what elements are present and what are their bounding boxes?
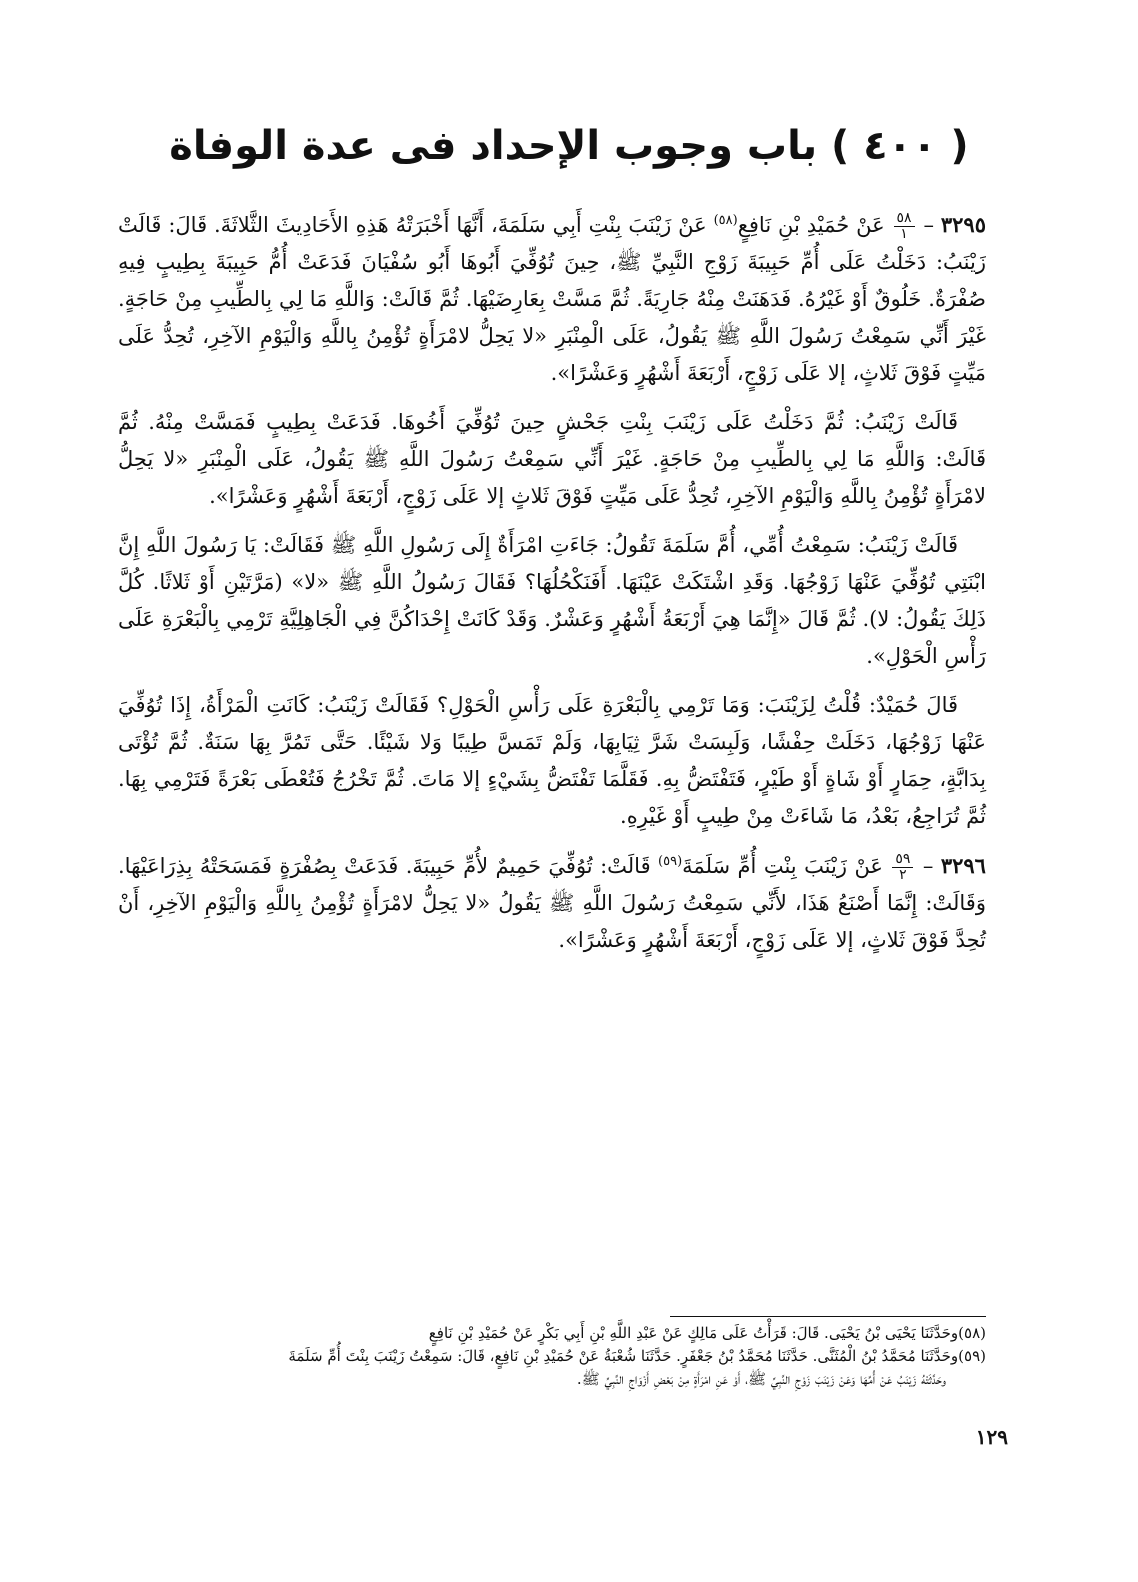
hadith-3296 [118, 847, 986, 959]
paragraph-umm-salama: قَالَتْ زَيْنَبُ: سَمِعْتُ أُمِّي، أُمَّ سَلَمَةَ تَقُولُ: جَاءَتِ امْرَأَةٌ إِلَى رَسُولِ اللَّهِ ﷺ فَقَالَتْ: يَا رَسُولَ اللَّهِ إِنَّ ابْنَتِي تُوُفِّيَ عَنْهَا زَوْجُهَا. وَقَدِ اشْتَكَتْ عَيْنَهَا. أَفَنَكْحُلُهَا؟ فَقَالَ رَسُولُ اللَّهِ ﷺ «لا» (مَرَّتَيْنِ أَوْ ثَلاثًا. كُلَّ ذَلِكَ يَقُولُ: لا). ثُمَّ قَالَ «إِنَّمَا هِيَ أَرْبَعَةُ أَشْهُرٍ وَعَشْرٌ. وَقَدْ كَانَتْ إِحْدَاكُنَّ فِي الْجَاهِلِيَّةِ تَرْمِي بِالْبَعْرَةِ عَلَى رَأْسِ الْحَوْلِ». [118, 533, 986, 668]
hadith-3295 [118, 206, 986, 392]
hadith-text: قَالَتْ: تُوُفِّيَ حَمِيمٌ لأُمِّ حَبِيبَةَ. فَدَعَتْ بِصُفْرَةٍ فَمَسَحَتْهُ بِذِرَاعَيْهَا. وَقَالَتْ: إِنَّمَا أَصْنَعُ هَذَا، لأَنِّي سَمِعْتُ رَسُولَ اللَّهِ ﷺ يَقُولُ «لا يَحِلُّ لامْرَأَةٍ تُؤْمِنُ بِاللَّهِ وَالْيَوْمِ الآخِرِ، أَنْ تُحِدَّ فَوْقَ ثَلاثٍ، إلا عَلَى زَوْجٍ، أَرْبَعَةَ أَشْهُرٍ وَعَشْرًا». [118, 854, 986, 952]
hadith-number: ٣٢٩٥ [940, 212, 986, 237]
footnote-59-continued: وحَدَّثَتْهُ زَيْنَبُ عَنْ أُمِّهَا وَعَنْ زَيْنَبَ زَوْجِ النَّبِيِّ ﷺ، أَوْ عَنِ امْرَأَةٍ مِنْ بَعْضِ أَزْوَاجِ النَّبِيِّ ﷺ. [576, 1370, 946, 1388]
hadith-ref-fraction [894, 211, 915, 242]
paragraph-zaynab-jahsh: قَالَتْ زَيْنَبُ: ثُمَّ دَخَلْتُ عَلَى زَيْنَبَ بِنْتِ جَحْشٍ حِينَ تُوُفِّيَ أَخُوهَا. فَدَعَتْ بِطِيبٍ فَمَسَّتْ مِنْهُ. ثُمَّ قَالَتْ: وَاللَّهِ مَا لِي بِالطِّيبِ مِنْ حَاجَةٍ. غَيْرَ أَنِّي سَمِعْتُ رَسُولَ اللَّهِ ﷺ يَقُولُ، عَلَى الْمِنْبَرِ «لا يَحِلُّ لامْرَأَةٍ تُؤْمِنُ بِاللَّهِ وَالْيَوْمِ الآخِرِ، تُحِدُّ عَلَى مَيِّتٍ فَوْقَ ثَلاثٍ إلا عَلَى زَوْجٍ، أَرْبَعَةَ أَشْهُرٍ وَعَشْرًا». [118, 410, 986, 508]
footnote-58: (٥٨)وحَدَّثَنَا يَحْيَى بْنُ يَحْيَى. قَالَ: قَرَأْتُ عَلَى مَالِكٍ عَنْ عَبْدِ اللَّهِ بْنِ أَبِي بَكْرٍ عَنْ حُمَيْدِ بْنِ نَافِعٍ [428, 1324, 986, 1342]
main-text [118, 206, 986, 971]
hadith-ref-fraction [892, 852, 913, 883]
footnote-marker: (٥٩) [658, 854, 683, 869]
paragraph-humayd: قَالَ حُمَيْدٌ: قُلْتُ لِزَيْنَبَ: وَمَا تَرْمِي بِالْبَعْرَةِ عَلَى رَأْسِ الْحَوْلِ؟ فَقَالَتْ زَيْنَبُ: كَانَتِ الْمَرْأَةُ، إِذَا تُوُفِّيَ عَنْهَا زَوْجُهَا، دَخَلَتْ حِفْشًا، وَلَبِسَتْ شَرَّ ثِيَابِهَا، وَلَمْ تَمَسَّ طِيبًا وَلا شَيْئًا. حَتَّى تَمُرَّ بِهَا سَنَةٌ. ثُمَّ تُؤْتَى بِدَابَّةٍ، حِمَارٍ أَوْ شَاةٍ أَوْ طَيْرٍ، فَتَفْتَضُّ بِهِ. فَقَلَّمَا تَفْتَضُّ بِشَيْءٍ إلا مَاتَ. ثُمَّ تَخْرُجُ فَتُعْطَى بَعْرَةً فَتَرْمِي بِهَا. ثُمَّ تُرَاجِعُ، بَعْدُ، مَا شَاءَتْ مِنْ طِيبٍ أَوْ غَيْرِهِ. [118, 693, 986, 828]
page-number: ١٢٩ [975, 1425, 1008, 1449]
ref-numerator: ٥٩ [892, 852, 913, 868]
ref-numerator: ٥٨ [894, 211, 915, 227]
ref-denominator: ١ [900, 226, 908, 242]
dash: – [923, 213, 934, 237]
footnote-59: (٥٩)وحَدَّثَنَا مُحَمَّدُ بْنُ الْمُثَنَّى. حَدَّثَنَا مُحَمَّدُ بْنُ جَعْفَرٍ. حَدَّثَنَا شُعْبَةُ عَنْ حُمَيْدِ بْنِ نَافِعٍ، قَالَ: سَمِعْتُ زَيْنَبَ بِنْتَ أُمِّ سَلَمَةَ [288, 1347, 986, 1365]
hadith-text: عَنْ زَيْنَبَ بِنْتِ أَبِي سَلَمَةَ، أَنَّهَا أَخْبَرَتْهُ هَذِهِ الأَحَادِيثَ الثَّلاثَةَ. قَالَ: قَالَتْ زَيْنَبُ: دَخَلْتُ عَلَى أُمِّ حَبِيبَةَ زَوْجِ النَّبِيِّ ﷺ، حِينَ تُوُفِّيَ أَبُوهَا أَبُو سُفْيَانَ فَدَعَتْ أُمُّ حَبِيبَةَ بِطِيبٍ فِيهِ صُفْرَةٌ. خَلُوقٌ أَوْ غَيْرُهُ. فَدَهَنَتْ مِنْهُ جَارِيَةً. ثُمَّ مَسَّتْ بِعَارِضَيْهَا. ثُمَّ قَالَتْ: وَاللَّهِ مَا لِي بِالطِّيبِ مِنْ حَاجَةٍ. غَيْرَ أَنِّي سَمِعْتُ رَسُولَ اللَّهِ ﷺ يَقُولُ، عَلَى الْمِنْبَرِ «لا يَحِلُّ لامْرَأَةٍ تُؤْمِنُ بِاللَّهِ وَالْيَوْمِ الآخِرِ، تُحِدُّ عَلَى مَيِّتٍ فَوْقَ ثَلاثٍ، إلا عَلَى زَوْجٍ، أَرْبَعَةَ أَشْهُرٍ وَعَشْرًا». [118, 213, 986, 385]
hadith-number: ٣٢٩٦ [940, 853, 986, 878]
chapter-title: ( ٤٠٠ ) باب وجوب الإحداد فى عدة الوفاة [169, 123, 969, 169]
hadith-lead: عَنْ زَيْنَبَ بِنْتِ أُمِّ سَلَمَةَ [682, 854, 883, 878]
footnote-marker: (٥٨) [713, 213, 738, 228]
footnote-divider [670, 1316, 986, 1317]
ref-denominator: ٢ [899, 867, 907, 883]
footnotes [120, 1322, 986, 1391]
hadith-lead: عَنْ حُمَيْدِ بْنِ نَافِعٍ [737, 213, 885, 237]
dash: – [922, 854, 934, 878]
